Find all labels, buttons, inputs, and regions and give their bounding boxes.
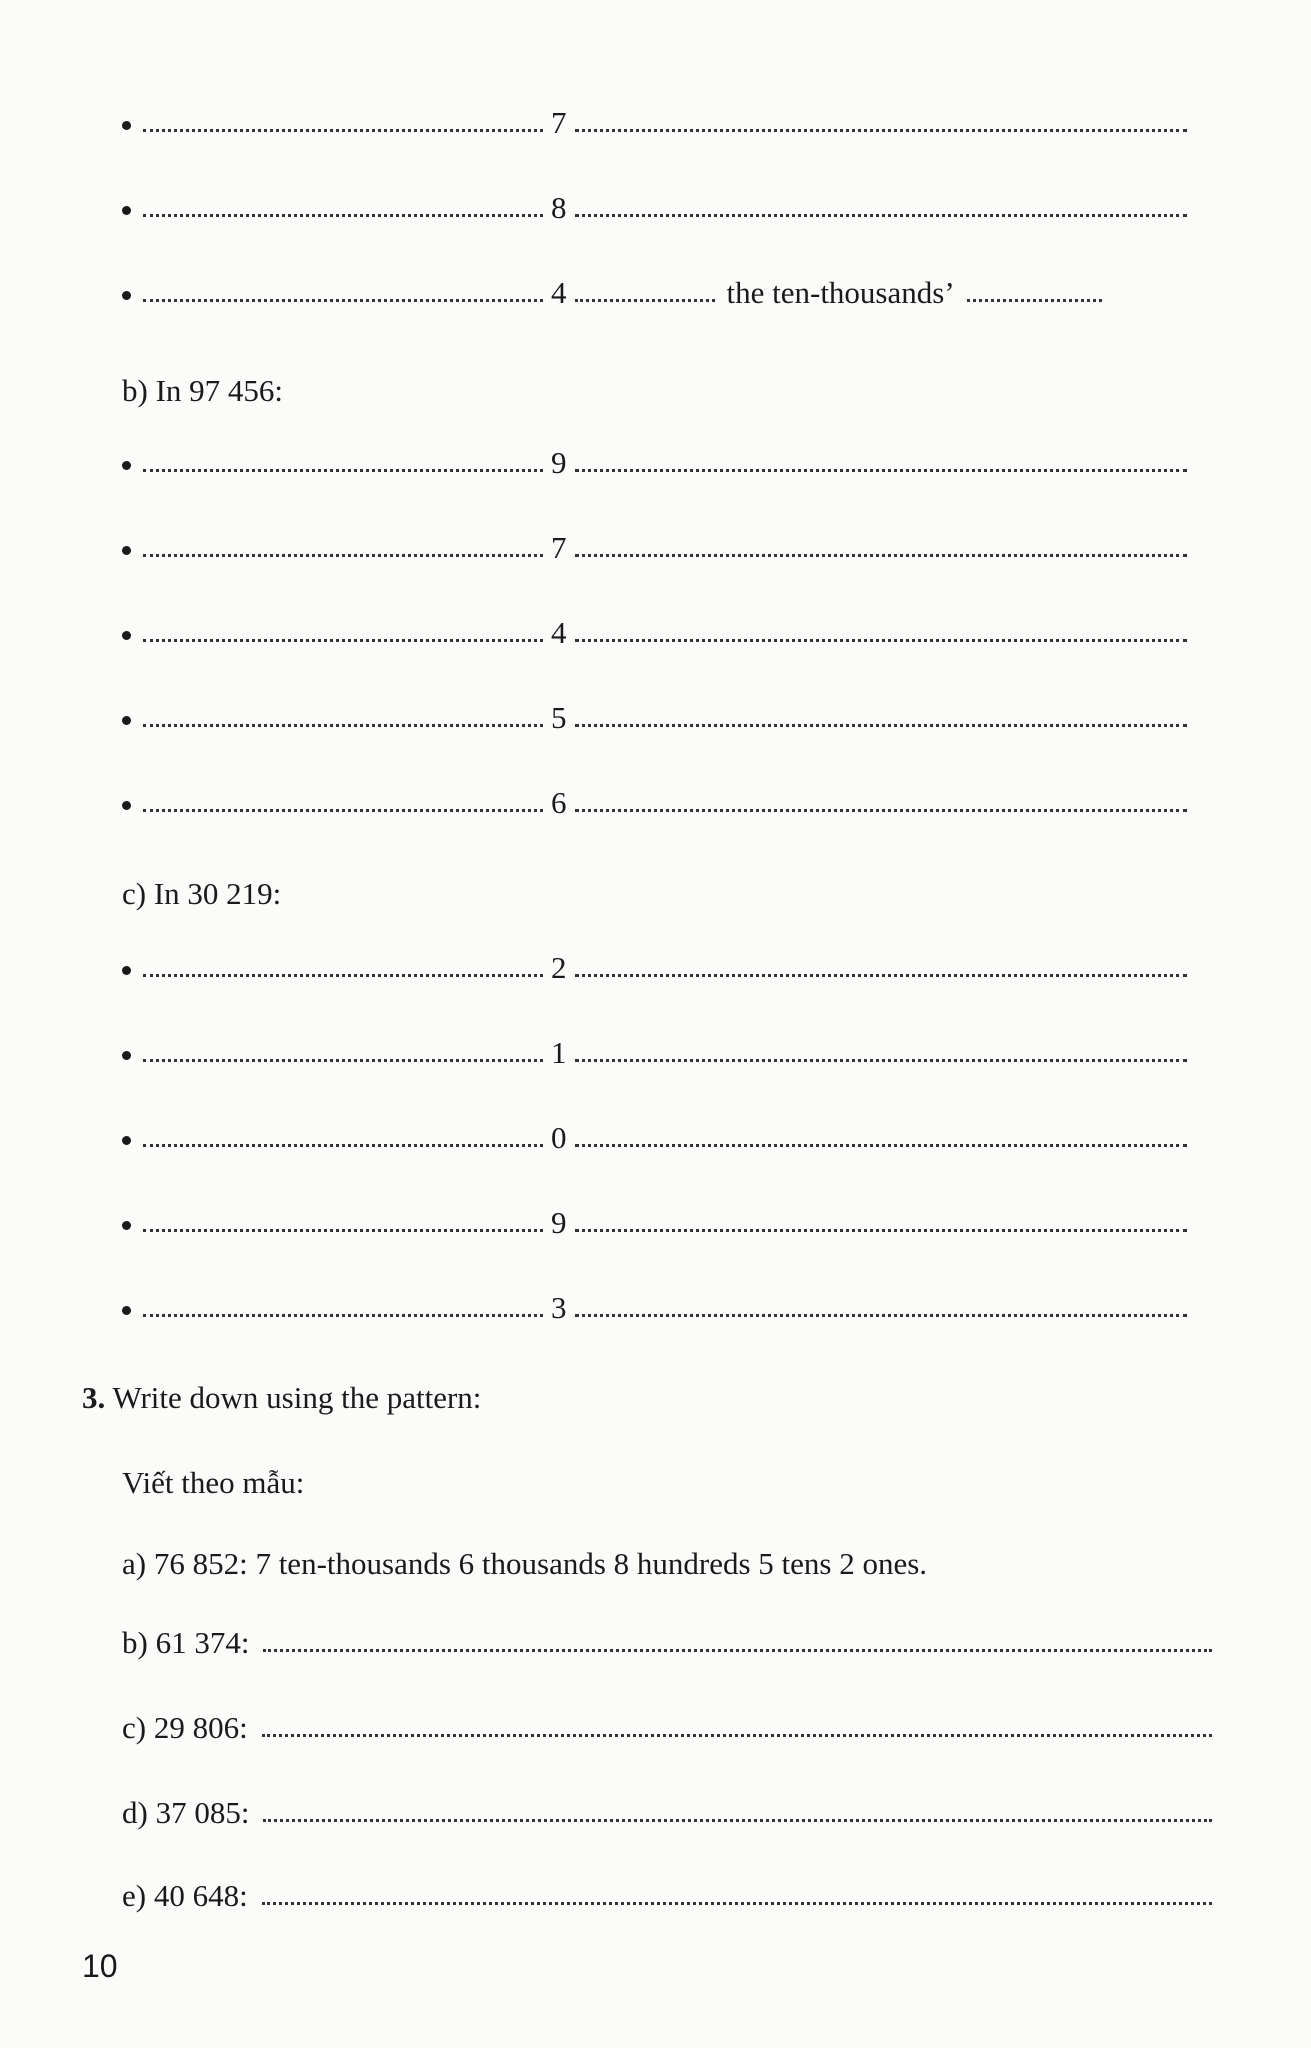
question-text: Write down using the pattern:	[112, 1380, 482, 1415]
part-c-heading: c) In 30 219:	[122, 876, 282, 911]
answer-row	[122, 1705, 1212, 1745]
bullet-icon	[122, 966, 131, 975]
answer-blank[interactable]	[263, 1819, 1212, 1822]
answer-blank[interactable]	[143, 974, 543, 977]
part-a-row	[122, 270, 1187, 310]
answer-blank[interactable]	[143, 214, 543, 217]
digit-label: 7	[551, 530, 567, 565]
bullet-icon	[122, 1221, 131, 1230]
answer-blank[interactable]	[575, 974, 1188, 977]
question-number: 3.	[82, 1380, 106, 1415]
bullet-icon	[122, 206, 131, 215]
digit-label: 6	[551, 785, 567, 820]
digit-label: 0	[551, 1120, 567, 1155]
answer-blank[interactable]	[143, 1059, 543, 1062]
digit-label: 9	[551, 445, 567, 480]
answer-blank[interactable]	[575, 1314, 1188, 1317]
part-b-heading: b) In 97 456:	[122, 373, 284, 408]
answer-blank[interactable]	[575, 1229, 1188, 1232]
digit-label: 2	[551, 950, 567, 985]
answer-blank[interactable]	[967, 299, 1102, 302]
answer-blank[interactable]	[143, 724, 543, 727]
answer-blank[interactable]	[575, 299, 715, 302]
part-c-row	[122, 1200, 1187, 1240]
answer-blank[interactable]	[263, 1649, 1212, 1652]
digit-label: 1	[551, 1035, 567, 1070]
part-b-row	[122, 440, 1187, 480]
answer-blank[interactable]	[143, 469, 543, 472]
answer-blank[interactable]	[143, 1314, 543, 1317]
answer-blank[interactable]	[143, 1229, 543, 1232]
answer-blank[interactable]	[262, 1734, 1212, 1737]
part-b-row	[122, 525, 1187, 565]
answer-blank[interactable]	[143, 554, 543, 557]
answer-label: c) 29 806:	[122, 1710, 248, 1745]
answer-row	[122, 1620, 1212, 1660]
answer-blank[interactable]	[575, 1059, 1188, 1062]
bullet-icon	[122, 546, 131, 555]
part-b-row	[122, 780, 1187, 820]
answer-blank[interactable]	[143, 1144, 543, 1147]
answer-label: b) 61 374:	[122, 1625, 250, 1660]
answer-blank[interactable]	[575, 469, 1188, 472]
question-3-subtitle: Viết theo mẫu:	[122, 1465, 305, 1500]
bullet-icon	[122, 631, 131, 640]
question-3-title	[82, 1382, 481, 1413]
bullet-icon	[122, 121, 131, 130]
digit-label: 7	[551, 105, 567, 140]
part-c-row	[122, 1285, 1187, 1325]
answer-blank[interactable]	[143, 129, 543, 132]
bullet-icon	[122, 1051, 131, 1060]
page-number: 10	[82, 1948, 118, 1984]
answer-blank[interactable]	[575, 724, 1188, 727]
bullet-icon	[122, 291, 131, 300]
answer-label: e) 40 648:	[122, 1878, 248, 1913]
part-a-row	[122, 100, 1187, 140]
digit-label: 3	[551, 1290, 567, 1325]
answer-blank[interactable]	[143, 809, 543, 812]
question-3-example: a) 76 852: 7 ten-thousands 6 thousands 8 hundreds 5 tens 2 ones.	[122, 1546, 928, 1581]
bullet-icon	[122, 1306, 131, 1315]
answer-blank[interactable]	[575, 639, 1188, 642]
part-c-row	[122, 945, 1187, 985]
part-b-row	[122, 610, 1187, 650]
answer-blank[interactable]	[575, 809, 1188, 812]
digit-label: 9	[551, 1205, 567, 1240]
bullet-icon	[122, 1136, 131, 1145]
bullet-icon	[122, 716, 131, 725]
part-c-row	[122, 1115, 1187, 1155]
answer-blank[interactable]	[143, 299, 543, 302]
bullet-icon	[122, 801, 131, 810]
answer-row	[122, 1873, 1212, 1913]
digit-label: 5	[551, 700, 567, 735]
digit-label: 4	[551, 615, 567, 650]
digit-label: 8	[551, 190, 567, 225]
answer-label: d) 37 085:	[122, 1795, 250, 1830]
answer-blank[interactable]	[575, 214, 1188, 217]
answer-blank[interactable]	[575, 1144, 1188, 1147]
part-c-row	[122, 1030, 1187, 1070]
part-b-row	[122, 695, 1187, 735]
answer-row	[122, 1790, 1212, 1830]
part-a-row	[122, 185, 1187, 225]
answer-blank[interactable]	[143, 639, 543, 642]
answer-blank[interactable]	[575, 554, 1188, 557]
digit-label: 4	[551, 275, 567, 310]
place-value-text: the ten-thousands’	[726, 275, 955, 310]
answer-blank[interactable]	[575, 129, 1188, 132]
answer-blank[interactable]	[262, 1902, 1212, 1905]
bullet-icon	[122, 461, 131, 470]
